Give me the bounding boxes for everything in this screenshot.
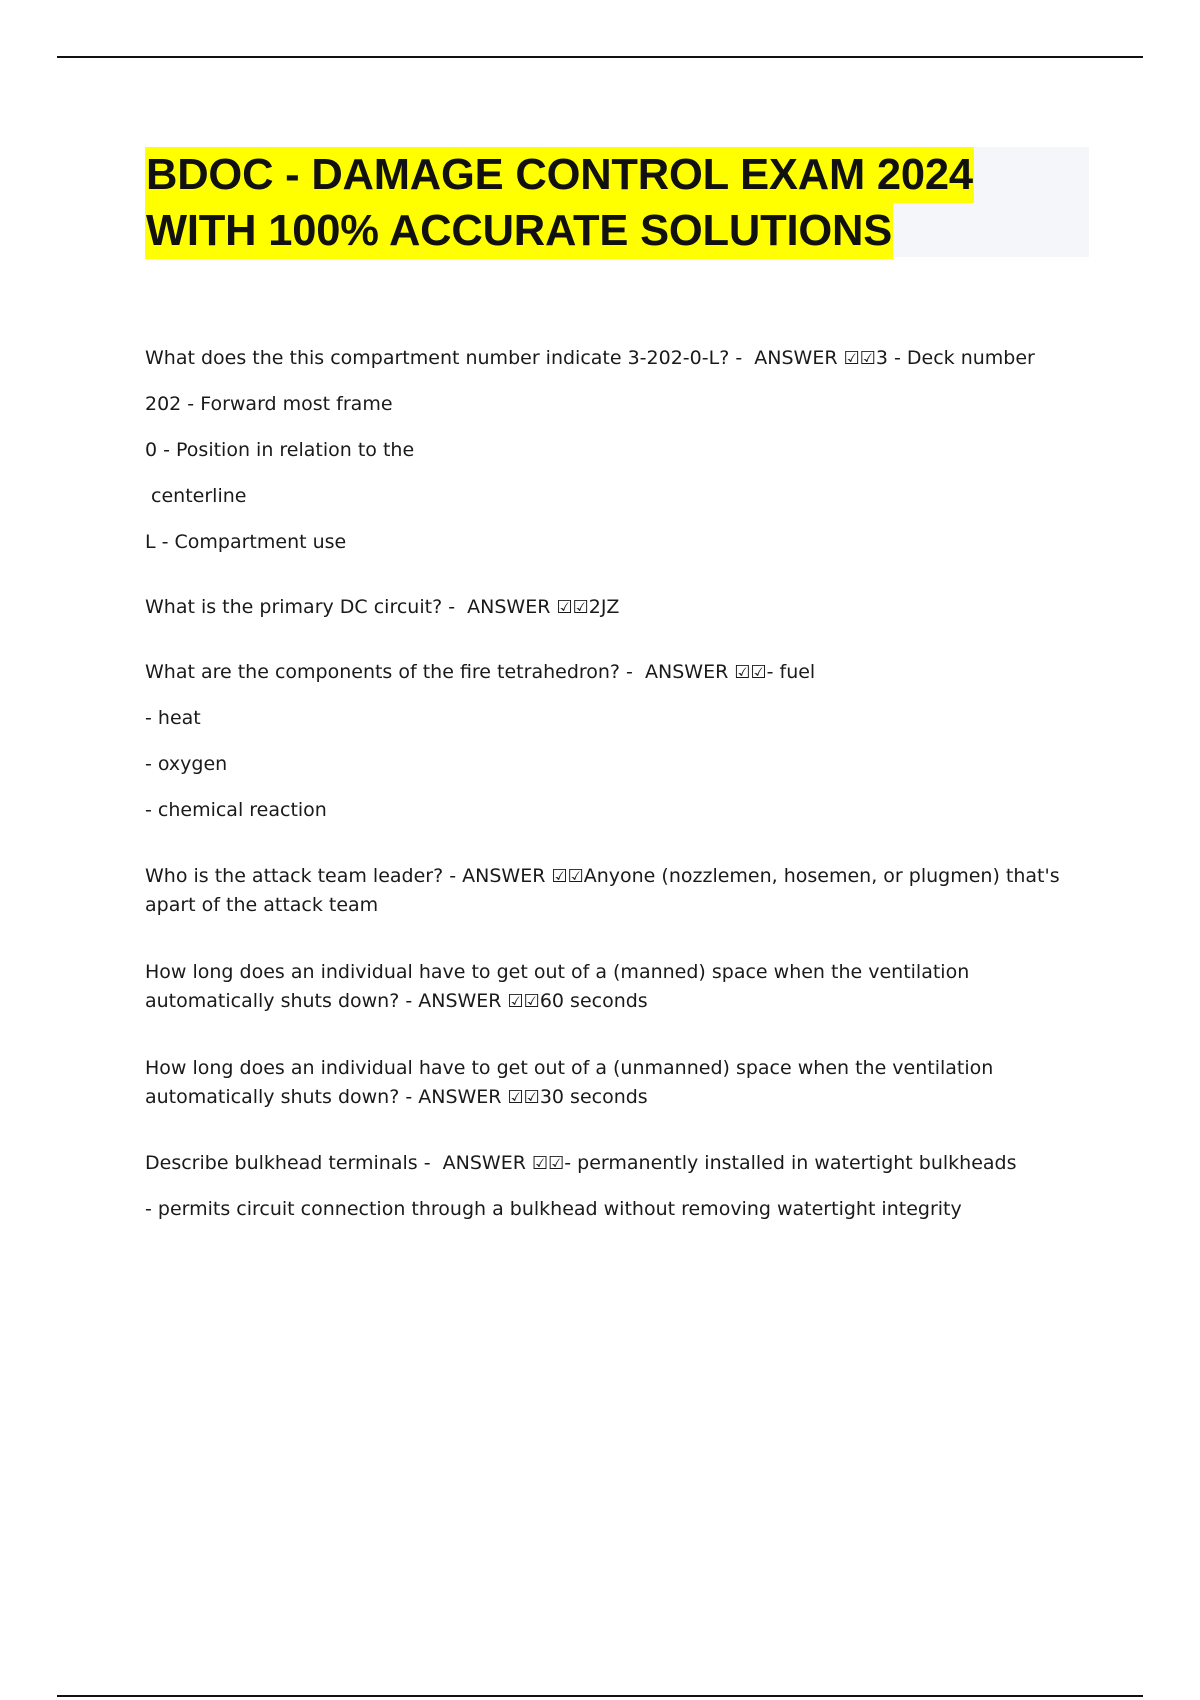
question-text: Who is the attack team leader? - — [145, 865, 463, 887]
qa-item — [145, 594, 1095, 621]
answer-line: 0 - Position in relation to the — [145, 439, 415, 461]
answer-text: Anyone (nozzlemen, hosemen, or plugmen) that's apart of the attack team — [145, 865, 1060, 916]
answer-marker: ANSWER — [754, 347, 838, 369]
qa-line — [145, 659, 1095, 686]
answer-marker: ANSWER — [462, 865, 546, 887]
answer-line: - chemical reaction — [145, 799, 327, 821]
answer-line: - permits circuit connection through a bulkhead without removing watertight integrity — [145, 1198, 962, 1220]
qa-item — [145, 1054, 1095, 1112]
answer-marker: ANSWER — [467, 596, 551, 618]
check-icon: ☑☑ — [507, 991, 540, 1012]
document-title — [145, 147, 1089, 259]
qa-line — [145, 862, 1095, 920]
question-text: What are the components of the fire tetrahedron? - — [145, 661, 639, 683]
answer-line: centerline — [145, 485, 247, 507]
answer-text: 2JZ — [588, 596, 620, 618]
answer-line: L - Compartment use — [145, 531, 347, 553]
question-text: What is the primary DC circuit? - — [145, 596, 462, 618]
bottom-rule — [57, 1695, 1143, 1697]
check-icon: ☑☑ — [843, 348, 876, 369]
answer-text: 30 seconds — [539, 1086, 648, 1108]
answer-line: - oxygen — [145, 753, 228, 775]
qa-line — [145, 958, 1095, 1016]
question-text: How long does an individual have to get out of a (unmanned) space when the ventilation automatically shuts down? - — [145, 1057, 994, 1108]
answer-marker: ANSWER — [645, 661, 729, 683]
top-rule — [57, 56, 1143, 58]
qa-line — [145, 594, 1095, 621]
answer-marker: ANSWER — [442, 1152, 526, 1174]
check-icon: ☑☑ — [734, 662, 767, 683]
qa-item — [145, 345, 1095, 556]
qa-item — [145, 1150, 1095, 1223]
qa-item — [145, 659, 1095, 824]
qa-line — [145, 345, 1095, 372]
answer-line: 202 - Forward most frame — [145, 393, 393, 415]
qa-line — [145, 1150, 1095, 1177]
answer-text: - permanently installed in watertight bulkheads — [564, 1152, 1017, 1174]
check-icon: ☑☑ — [531, 1153, 565, 1174]
qa-line — [145, 1054, 1095, 1112]
question-text: How long does an individual have to get out of a (manned) space when the ventilation automatically shuts down? - — [145, 961, 970, 1012]
answer-line: - heat — [145, 707, 201, 729]
question-text: Describe bulkhead terminals - — [145, 1152, 437, 1174]
title-line-1: BDOC - DAMAGE CONTROL EXAM 2024 — [145, 147, 974, 203]
question-text: What does the this compartment number indicate 3-202-0-L? - — [145, 347, 749, 369]
answer-text: 3 - Deck number — [875, 347, 1035, 369]
answer-marker: ANSWER — [418, 1086, 502, 1108]
answer-text: - fuel — [766, 661, 816, 683]
qa-item — [145, 958, 1095, 1016]
answer-marker: ANSWER — [418, 990, 502, 1012]
check-icon: ☑☑ — [507, 1087, 540, 1108]
answer-text: 60 seconds — [539, 990, 648, 1012]
title-line-2: WITH 100% ACCURATE SOLUTIONS — [145, 203, 893, 259]
title-block — [145, 147, 1089, 257]
check-icon: ☑☑ — [556, 597, 589, 618]
qa-list — [145, 345, 1095, 1261]
qa-item — [145, 862, 1095, 920]
check-icon: ☑☑ — [551, 866, 584, 887]
